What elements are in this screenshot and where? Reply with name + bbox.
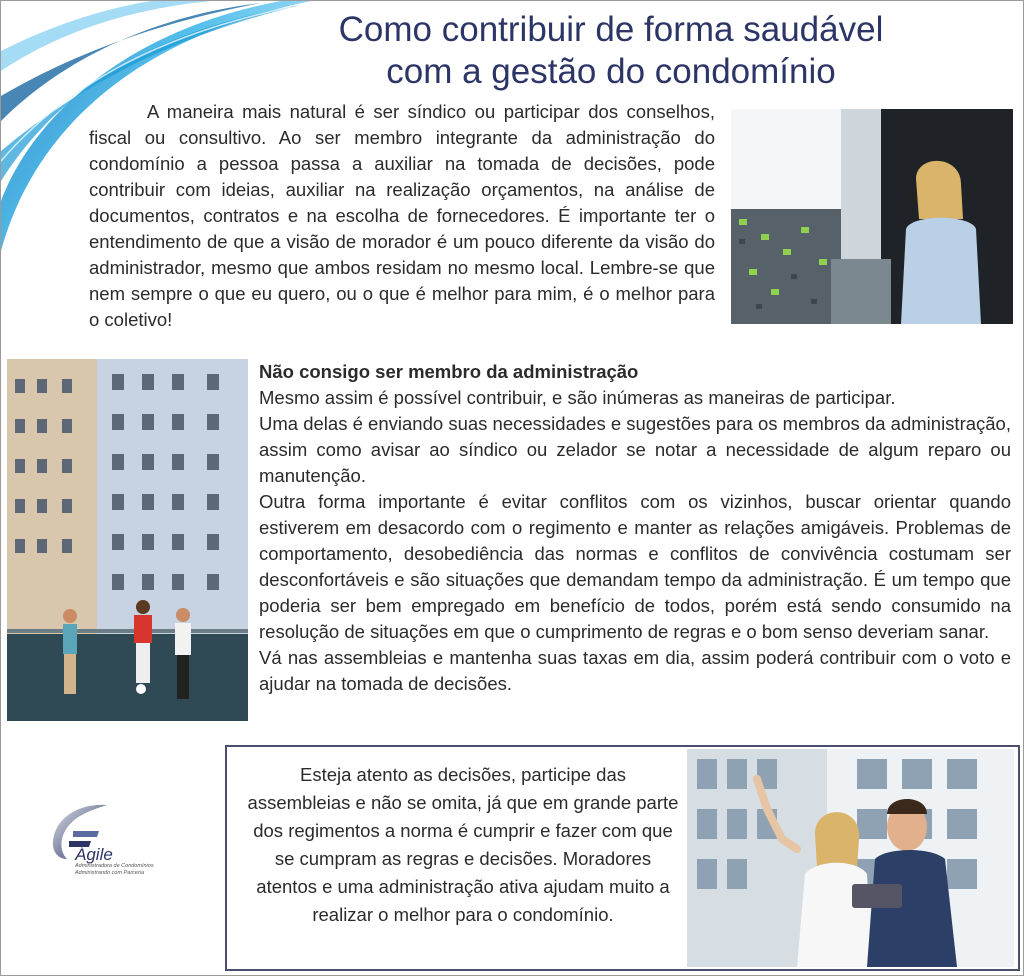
section-paragraph-3: Outra forma importante é evitar conflitos com os vizinhos, buscar orientar quando estiverem em desacordo com o regimento e manter as relações amigáveis. Problemas de comportamento, desobediência das normas e conflitos de convivência costumam ser desconfortáveis e são situações que demandam tempo da administração. É um tempo que poderia ser bem empregado em benefício de todos, porém está sendo consumido na resolução de situações em que o cumprimento de regras e o bom senso deveriam sanar. xyxy=(259,491,1011,642)
callout-box xyxy=(225,745,1020,971)
title-line-1: Como contribuir de forma saudável xyxy=(338,10,884,49)
section-paragraph-2: Uma delas é enviando suas necessidades e sugestões para os membros da administração, assim como avisar ao síndico ou zelador se notar a necessidade de algum reparo ou manutenção. xyxy=(259,413,1011,486)
kids-playing-football-photo xyxy=(7,359,248,721)
logo-tagline-line-2: Administrando com Parceria xyxy=(75,869,145,876)
section-paragraph-4: Vá nas assembleias e mantenha suas taxas em dia, assim poderá contribuir com o voto e ajudar na tomada de decisões. xyxy=(259,647,1011,694)
logo-tagline xyxy=(75,863,154,876)
logo-tagline-line-1: Administradora de Condomínios xyxy=(75,863,154,869)
page-title xyxy=(251,9,971,93)
admin-meeting-photo xyxy=(687,749,1014,967)
title-line-2: com a gestão do condomínio xyxy=(386,52,836,91)
woman-on-phone-photo xyxy=(731,109,1013,324)
intro-paragraph: A maneira mais natural é ser síndico ou participar dos conselhos, fiscal ou consultivo. Ao ser membro integrante da administração do condomínio a pessoa passa a auxiliar na tomada de decisões, pode contribuir com ideias, auxiliar na realização orçamentos, na análise de documentos, contratos e na escolha de fornecedores. É importante ter o entendimento de que a visão de morador é um pouco diferente da visão do administrador, mesmo que ambos residam no mesmo local. Lembre-se que nem sempre o que eu quero, ou o que é melhor para mim, é o melhor para o coletivo! xyxy=(89,101,715,330)
logo-name: Ágile xyxy=(75,845,113,864)
agile-logo xyxy=(47,801,177,881)
section-paragraph-1: Mesmo assim é possível contribuir, e são inúmeras as maneiras de participar. xyxy=(259,387,896,408)
section-heading: Não consigo ser membro da administração xyxy=(259,361,639,382)
callout-text: Esteja atento as decisões, participe das assembleias e não se omita, já que em grande parte dos regimentos a norma é cumprir e fazer com que se cumpram as regras e decisões. Moradores atentos e uma administração ativa ajudam muito a realizar o melhor para o condomínio. xyxy=(247,764,679,925)
admin-section xyxy=(259,359,1011,697)
